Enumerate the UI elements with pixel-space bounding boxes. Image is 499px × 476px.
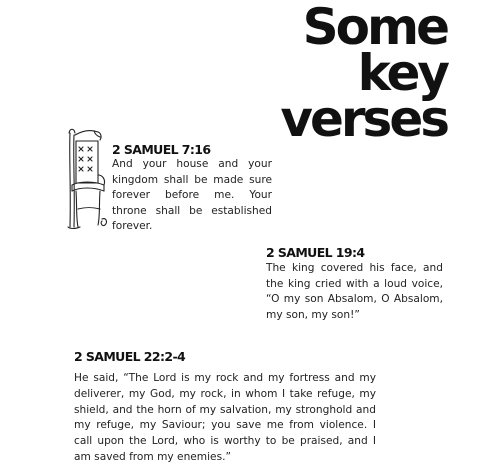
verse-reference: 2 SAMUEL 7:16 (112, 142, 211, 157)
verse-reference: 2 SAMUEL 19:4 (266, 245, 365, 260)
throne-icon (64, 125, 110, 231)
verse-reference: 2 SAMUEL 22:2-4 (74, 349, 186, 364)
verse-text: He said, “The Lord is my rock and my fortress and my deliverer, my God, my rock, in whom I take refuge, my shield, and the horn of my salvation, my stronghold and my refuge, my Saviour; you save me from violence. I call upon the Lord, who is worthy to be praised, and I am saved from my enemies.” (74, 372, 376, 463)
verse-text: The king covered his face, and the king cried with a loud voice, “O my son Absalom, O Absalom, my son, my son!” (266, 262, 443, 321)
title-line-3: verses (280, 90, 447, 148)
title-line-2: key (357, 44, 447, 102)
verse-text: And your house and your kingdom shall be made sure forever before me. Your throne shall be established forever. (112, 158, 272, 233)
title-line-1: Some (302, 0, 447, 56)
page-title (247, 0, 447, 148)
